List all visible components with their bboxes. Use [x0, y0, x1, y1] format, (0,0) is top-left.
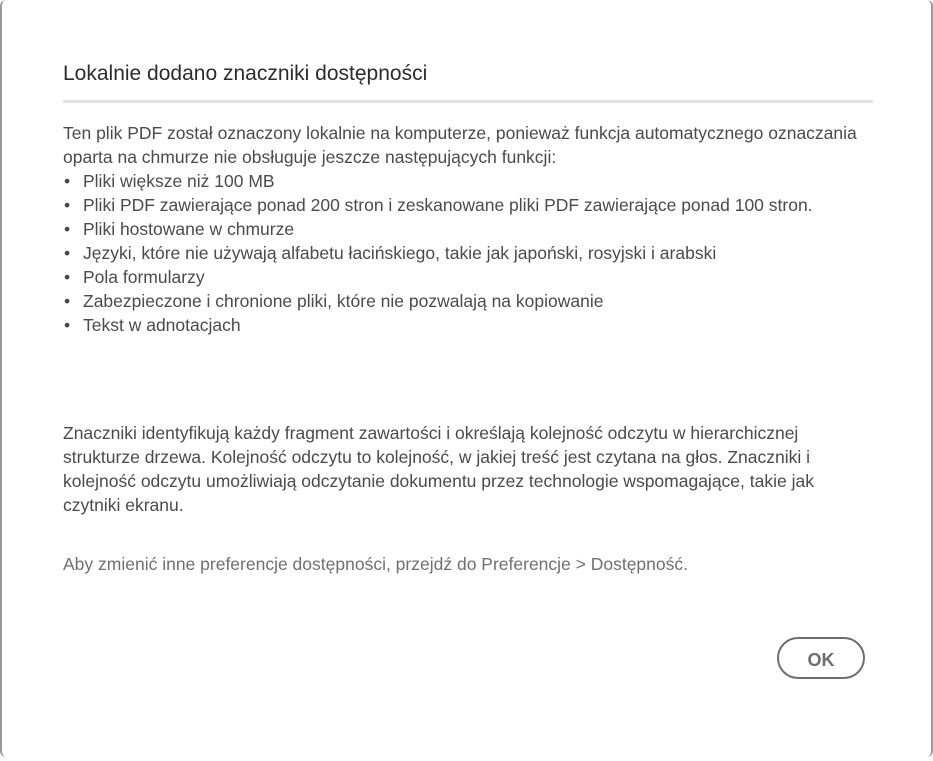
title-divider: [63, 100, 873, 103]
bullet-icon: •: [64, 315, 71, 335]
list-item: [63, 169, 875, 193]
intro-text: Ten plik PDF został oznaczony lokalnie na komputerze, ponieważ funkcja automatycznego oznaczania oparta na chmurze nie obsługuje jeszcze następujących funkcji:: [63, 123, 857, 167]
list-item-label: Tekst w adnotacjach: [83, 315, 241, 335]
bullet-icon: •: [64, 195, 71, 215]
dialog-title: Lokalnie dodano znaczniki dostępności: [63, 62, 428, 85]
list-item-label: Pliki hostowane w chmurze: [83, 219, 295, 239]
bullet-icon: •: [64, 171, 71, 191]
list-item: [63, 217, 875, 241]
list-item: [63, 313, 875, 337]
list-item-label: Zabezpieczone i chronione pliki, które nie pozwalają na kopiowanie: [83, 291, 604, 311]
dialog-body: [63, 121, 875, 337]
bullet-icon: •: [64, 219, 71, 239]
list-item-label: Pliki PDF zawierające ponad 200 stron i zeskanowane pliki PDF zawierające ponad 100 stron.: [83, 195, 813, 215]
bullet-icon: •: [64, 267, 71, 287]
ok-button[interactable]: OK: [777, 637, 865, 679]
list-item-label: Pola formularzy: [83, 267, 205, 287]
list-item-label: Pliki większe niż 100 MB: [83, 171, 275, 191]
bullet-icon: •: [64, 243, 71, 263]
list-item-label: Języki, które nie używają alfabetu łacińskiego, takie jak japoński, rosyjski i arabski: [83, 243, 717, 263]
explanation-text: Znaczniki identyfikują każdy fragment zawartości i określają kolejność odczytu w hierarchicznej strukturze drzewa. Kolejność odczytu to kolejność, w jakiej treść jest czytana na głos. Znaczniki i kolejność odczytu umożliwiają odczytanie dokumentu przez technologie wspomagające, takie jak czytniki ekranu.: [63, 423, 814, 515]
bullet-icon: •: [64, 291, 71, 311]
list-item: [63, 193, 875, 217]
unsupported-features-list: [63, 169, 875, 337]
list-item: [63, 265, 875, 289]
preferences-note: Aby zmienić inne preferencje dostępności, przejdź do Preferencje > Dostępność.: [63, 554, 688, 574]
list-item: [63, 241, 875, 265]
list-item: [63, 289, 875, 313]
